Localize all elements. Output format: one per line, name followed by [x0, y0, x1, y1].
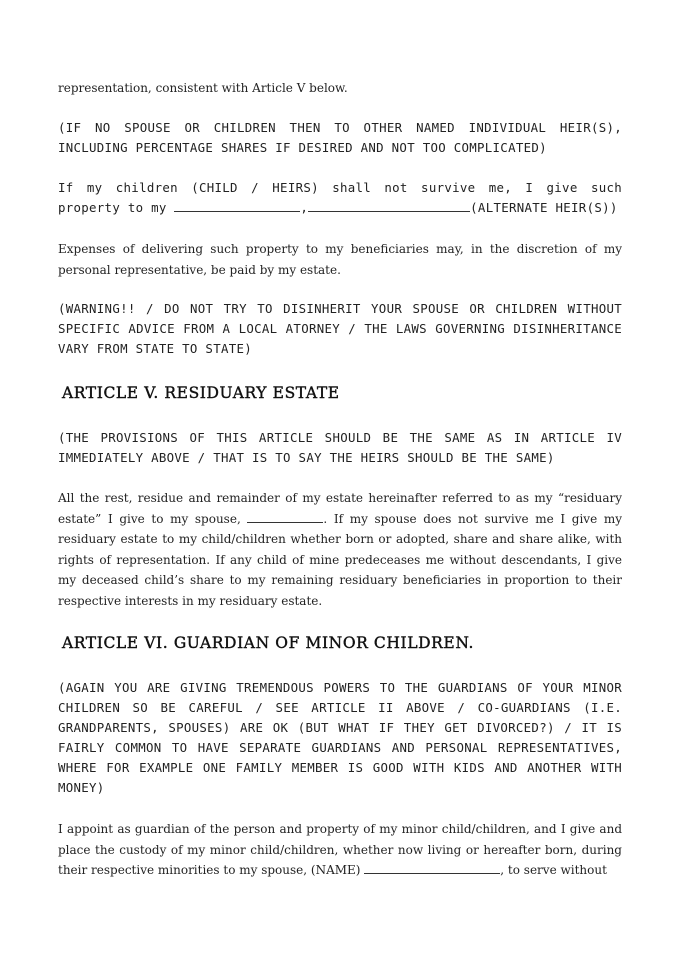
paragraph-text: Expenses of delivering such property to my beneficiaries may, in the discretion of my personal representative, be paid by my estate.: [58, 242, 622, 277]
note-warning: [58, 299, 622, 359]
heading-article-v: ARTICLE V. RESIDUARY ESTATE: [62, 384, 340, 402]
paragraph-text-continued: . If my spouse does not survive me I give my residuary estate to my child/children whether born or adopted, share and share alike, with rights of representation. If any child of mine predeceases me without descendants, I give my deceased child’s share to my remaining residuary beneficiaries in proportion to their respective interests in my residuary estate.: [58, 511, 622, 608]
heading-article-vi: ARTICLE VI. GUARDIAN OF MINOR CHILDREN.: [62, 634, 475, 652]
paragraph-text-continued: , to serve without: [500, 863, 607, 877]
paragraph-alternate-heirs: [58, 178, 622, 218]
note-guardians: [58, 678, 622, 798]
note-text: (IF NO SPOUSE OR CHILDREN THEN TO OTHER NAMED INDIVIDUAL HEIR(S), INCLUDING PERCENTAGE SHARES IF DESIRED AND NOT TOO COMPLICATED): [58, 120, 622, 155]
paragraph-expenses: [58, 239, 622, 280]
comma-text: ,: [300, 200, 309, 215]
blank-heir-2: [308, 198, 470, 212]
paragraph-text: I appoint as guardian of the person and property of my minor child/children, and I give and place the custody of my minor child/children, whether now living or hereafter born, during their respective minorities to my spouse, (NAME): [58, 822, 622, 877]
blank-guardian-name: [364, 860, 500, 874]
paragraph-text: All the rest, residue and remainder of my estate hereinafter referred to as my “residuary estate” I give to my spouse,: [58, 491, 622, 526]
note-text: (AGAIN YOU ARE GIVING TREMENDOUS POWERS TO THE GUARDIANS OF YOUR MINOR CHILDREN SO BE CAREFUL / SEE ARTICLE II ABOVE / CO-GUARDIANS (I.E. GRANDPARENTS, SPOUSES) ARE OK (BUT WHAT IF THEY GET DIVORCED?) / IT IS FAIRLY COMMON TO HAVE SEPARATE GUARDIANS AND PERSONAL REPRESENTATIVES, WHERE FOR EXAMPLE ONE FAMILY MEMBER IS GOOD WITH KIDS AND ANOTHER WITH MONEY): [58, 680, 622, 795]
paragraph-appoint-guardian: [58, 819, 622, 881]
blank-heir-1: [174, 198, 300, 212]
paragraph-representation: [58, 78, 622, 99]
note-text: (WARNING!! / DO NOT TRY TO DISINHERIT YOUR SPOUSE OR CHILDREN WITHOUT SPECIFIC ADVICE FROM A LOCAL ATORNEY / THE LAWS GOVERNING DISINHERITANCE VARY FROM STATE TO STATE): [58, 301, 622, 356]
alternate-heirs-label: (ALTERNATE HEIR(S)): [470, 200, 618, 215]
note-no-spouse: [58, 118, 622, 158]
note-provisions: [58, 428, 622, 468]
blank-spouse-name: [247, 509, 323, 523]
paragraph-text: If my children (CHILD / HEIRS) shall not survive me, I give such property to my: [58, 180, 622, 215]
paragraph-text: representation, consistent with Article V below.: [58, 81, 348, 95]
note-text: (THE PROVISIONS OF THIS ARTICLE SHOULD BE THE SAME AS IN ARTICLE IV IMMEDIATELY ABOVE / THAT IS TO SAY THE HEIRS SHOULD BE THE SAME): [58, 430, 622, 465]
paragraph-residuary-estate: [58, 488, 622, 611]
